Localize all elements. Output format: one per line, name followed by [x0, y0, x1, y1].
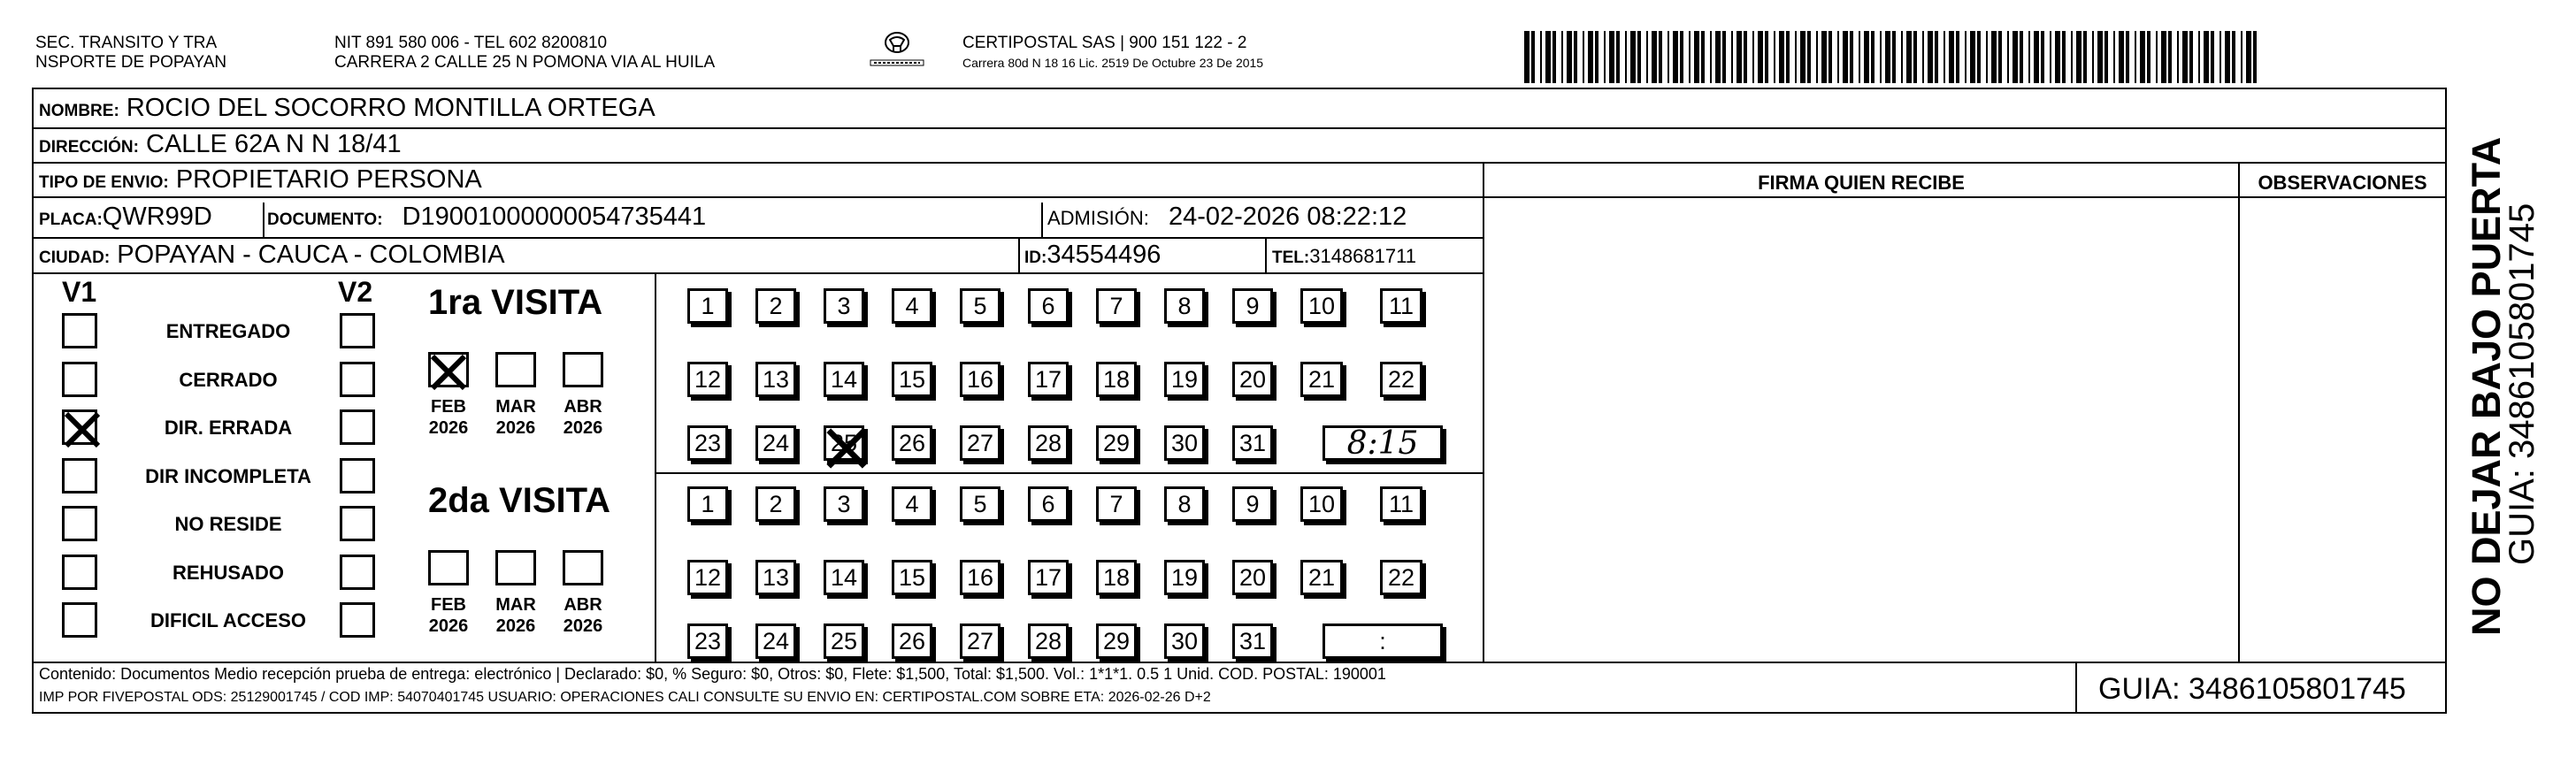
shipment-type: PROPIETARIO PERSONA: [175, 165, 482, 194]
document-row: [267, 202, 706, 235]
status-option-label: DIR. ERRADA: [164, 417, 293, 439]
v1-label: V1: [62, 276, 97, 308]
v2-checkbox[interactable]: [340, 313, 375, 348]
day-box[interactable]: 9: [1232, 486, 1273, 522]
v1-checkbox[interactable]: [62, 362, 97, 397]
v2-checkbox[interactable]: [340, 409, 375, 445]
admission-value: 24-02-2026 08:22:12: [1168, 203, 1407, 231]
admission-row: [1047, 202, 1407, 233]
day-box[interactable]: 13: [755, 560, 796, 595]
day-box[interactable]: 10: [1300, 288, 1343, 324]
day-box[interactable]: 25: [824, 623, 864, 659]
visit-title: 2da VISITA: [428, 481, 610, 520]
id-row: [1024, 240, 1161, 273]
document-value: D19001000000054735441: [402, 203, 707, 231]
shipment-type-row: [39, 164, 482, 198]
day-box[interactable]: 11: [1380, 486, 1422, 522]
day-box[interactable]: 15: [892, 362, 932, 397]
day-box[interactable]: 30: [1164, 623, 1205, 659]
sender-name: [35, 34, 226, 73]
day-box[interactable]: 13: [755, 362, 796, 397]
day-box[interactable]: 18: [1096, 560, 1137, 595]
day-box[interactable]: 19: [1164, 560, 1205, 595]
day-box[interactable]: 10: [1300, 486, 1343, 522]
barcode-icon: [1524, 31, 2262, 83]
day-box[interactable]: 28: [1028, 425, 1069, 461]
footer-contents: Contenido: Documentos Medio recepción prueba de entrega: electrónico | Declarado: $0, % Seguro: $0, Otros: $0, Flete: $1,500, Total: $1,500. Vol.: 1*1*1. 0.5 1 Unid. COD. POSTAL: 190001: [39, 665, 1386, 683]
day-box[interactable]: 24: [755, 425, 796, 461]
day-box[interactable]: 3: [824, 288, 864, 324]
day-box[interactable]: 28: [1028, 623, 1069, 659]
v2-checkbox[interactable]: [340, 506, 375, 541]
day-box[interactable]: 29: [1096, 623, 1137, 659]
day-box[interactable]: 23: [687, 425, 728, 461]
v2-checkbox[interactable]: [340, 458, 375, 493]
day-box[interactable]: 21: [1300, 560, 1343, 595]
day-box[interactable]: 29: [1096, 425, 1137, 461]
day-box[interactable]: 7: [1096, 288, 1137, 324]
day-box[interactable]: 5: [960, 486, 1000, 522]
day-box[interactable]: 25: [824, 425, 864, 461]
side-guide-text: GUIA: 3486105801745: [2503, 203, 2542, 565]
day-box[interactable]: 31: [1232, 425, 1273, 461]
status-option-label: DIFICIL ACCESO: [150, 609, 306, 631]
month-checkbox[interactable]: [563, 550, 603, 585]
sender-line1: SEC. TRANSITO Y TRA: [35, 34, 218, 52]
type-label: TIPO DE ENVIO:: [39, 173, 169, 192]
v1-checkbox[interactable]: [62, 458, 97, 493]
day-box[interactable]: 27: [960, 623, 1000, 659]
tel-value: 3148681711: [1309, 245, 1416, 267]
day-box[interactable]: 23: [687, 623, 728, 659]
day-box[interactable]: 2: [755, 288, 796, 324]
no-dejar-bajo-puerta-text: NO DEJAR BAJO PUERTA: [2464, 136, 2509, 636]
recipient-address-row: [39, 129, 402, 163]
v1-checkbox[interactable]: [62, 313, 97, 348]
sender-line2: NSPORTE DE POPAYAN: [35, 53, 227, 72]
month-label: ABR 2026: [563, 397, 603, 438]
courier-name: CERTIPOSTAL SAS | 900 151 122 - 2: [962, 34, 1247, 52]
name-label: NOMBRE:: [39, 102, 119, 120]
day-box[interactable]: 24: [755, 623, 796, 659]
day-box[interactable]: 26: [892, 425, 932, 461]
day-box[interactable]: 15: [892, 560, 932, 595]
time-box[interactable]: 8:15: [1322, 425, 1443, 461]
observations-column-title: OBSERVACIONES: [2258, 172, 2427, 194]
day-box[interactable]: 2: [755, 486, 796, 522]
day-box[interactable]: 20: [1232, 560, 1273, 595]
day-box[interactable]: 17: [1028, 560, 1069, 595]
day-box[interactable]: 22: [1380, 560, 1422, 595]
status-option-label: DIR INCOMPLETA: [145, 464, 311, 487]
sender-contact: [334, 34, 715, 73]
day-box[interactable]: 1: [687, 288, 728, 324]
v2-label: V2: [338, 276, 373, 308]
plate-row: [39, 202, 212, 235]
day-box[interactable]: 14: [824, 560, 864, 595]
day-box[interactable]: 16: [960, 362, 1000, 397]
day-box[interactable]: 3: [824, 486, 864, 522]
v1-checkbox[interactable]: [62, 602, 97, 638]
v2-checkbox[interactable]: [340, 555, 375, 590]
address-label: DIRECCIÓN:: [39, 138, 139, 157]
month-checkbox[interactable]: [428, 352, 469, 387]
day-box[interactable]: 4: [892, 486, 932, 522]
day-box[interactable]: 22: [1380, 362, 1422, 397]
month-label: FEB 2026: [428, 595, 469, 636]
footer-guide-number: GUIA: 3486105801745: [2098, 672, 2406, 706]
day-box[interactable]: 14: [824, 362, 864, 397]
courier-info: [962, 34, 1263, 73]
day-box[interactable]: 16: [960, 560, 1000, 595]
month-checkbox[interactable]: [495, 550, 536, 585]
plate-value: QWR99D: [102, 203, 212, 231]
month-label: MAR 2026: [495, 397, 536, 438]
day-box[interactable]: 12: [687, 362, 728, 397]
id-value: 34554496: [1046, 241, 1162, 269]
plate-label: PLACA:: [39, 210, 103, 229]
day-box[interactable]: 7: [1096, 486, 1137, 522]
month-label: ABR 2026: [563, 595, 603, 636]
day-box[interactable]: 6: [1028, 288, 1069, 324]
v1-checkbox[interactable]: [62, 555, 97, 590]
day-box[interactable]: 20: [1232, 362, 1273, 397]
day-box[interactable]: 5: [960, 288, 1000, 324]
tel-label: TEL:: [1272, 249, 1310, 267]
month-checkbox[interactable]: [428, 550, 469, 585]
day-box[interactable]: 11: [1380, 288, 1422, 324]
day-box[interactable]: 26: [892, 623, 932, 659]
day-box[interactable]: 17: [1028, 362, 1069, 397]
recipient-address: CALLE 62A N N 18/41: [146, 130, 402, 158]
city-value: POPAYAN - CAUCA - COLOMBIA: [117, 241, 505, 269]
day-box[interactable]: 18: [1096, 362, 1137, 397]
day-box[interactable]: 8: [1164, 288, 1205, 324]
visit-title: 1ra VISITA: [428, 283, 603, 322]
time-box[interactable]: :: [1322, 623, 1443, 659]
recipient-name: ROCIO DEL SOCORRO MONTILLA ORTEGA: [126, 94, 656, 122]
v1-checkbox[interactable]: [62, 506, 97, 541]
footer-print-info: IMP POR FIVEPOSTAL ODS: 25129001745 / COD IMP: 54070401745 USUARIO: OPERACIONES CALI CONSULTE SU ENVIO EN: CERTIPOSTAL.COM SOBRE ETA: 2026-02-26 D+2: [39, 690, 1211, 702]
day-box[interactable]: 19: [1164, 362, 1205, 397]
id-label: ID:: [1024, 249, 1047, 267]
day-box[interactable]: 9: [1232, 288, 1273, 324]
city-label: CIUDAD:: [39, 249, 111, 267]
v1-checkbox[interactable]: [62, 409, 97, 445]
sender-address: CARRERA 2 CALLE 25 N POMONA VIA AL HUILA: [334, 53, 716, 72]
check-mark-icon: [427, 351, 470, 394]
admission-label: ADMISIÓN:: [1047, 207, 1149, 229]
month-checkbox[interactable]: [563, 352, 603, 387]
document-label: DOCUMENTO:: [267, 210, 383, 229]
day-cross-mark-icon: [823, 425, 870, 472]
recipient-name-row: [39, 93, 656, 126]
side-warning: [2447, 88, 2576, 714]
status-option-label: REHUSADO: [172, 561, 284, 584]
certipostal-logo-icon: [867, 27, 927, 76]
v2-checkbox[interactable]: [340, 362, 375, 397]
sender-nit: NIT 891 580 006 - TEL 602 8200810: [334, 34, 608, 52]
day-box[interactable]: 1: [687, 486, 728, 522]
day-box[interactable]: 8: [1164, 486, 1205, 522]
tel-row: [1272, 240, 1416, 273]
signature-column-title: FIRMA QUIEN RECIBE: [1758, 172, 1965, 194]
day-box[interactable]: 6: [1028, 486, 1069, 522]
day-box[interactable]: 27: [960, 425, 1000, 461]
city-row: [39, 240, 505, 273]
month-label: MAR 2026: [495, 595, 536, 636]
day-box[interactable]: 31: [1232, 623, 1273, 659]
status-option-label: ENTREGADO: [165, 320, 291, 342]
status-option-label: NO RESIDE: [174, 513, 282, 535]
day-box[interactable]: 30: [1164, 425, 1205, 461]
day-box[interactable]: 12: [687, 560, 728, 595]
v2-checkbox[interactable]: [340, 602, 375, 638]
day-box[interactable]: 21: [1300, 362, 1343, 397]
month-label: FEB 2026: [428, 397, 469, 438]
month-checkbox[interactable]: [495, 352, 536, 387]
status-option-label: CERRADO: [179, 368, 278, 391]
courier-address: Carrera 80d N 18 16 Lic. 2519 De Octubre 23 De 2015: [962, 56, 1264, 70]
day-box[interactable]: 4: [892, 288, 932, 324]
